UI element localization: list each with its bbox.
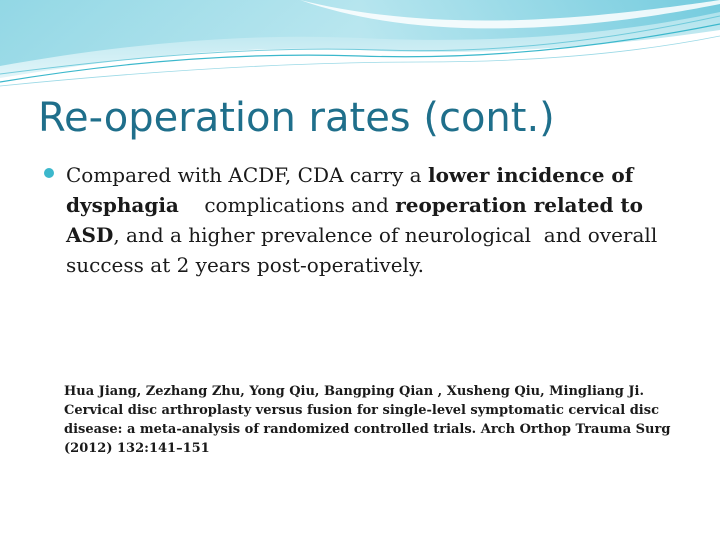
- bullet-text-3: , and a higher prevalence of neurological and overall success at 2 years post-operatively.: [66, 223, 658, 277]
- slide-title: Re-operation rates (cont.): [38, 95, 555, 141]
- bullet-text-2: complications and: [178, 193, 396, 217]
- bullet-list: [44, 160, 684, 280]
- bullet-bold-2: reoperation related to ASD: [66, 193, 643, 247]
- bullet-dot-icon: [44, 168, 54, 178]
- bullet-text-1: Compared with ACDF, CDA carry a: [66, 163, 428, 187]
- bullet-bold-1: lower incidence of dysphagia: [66, 163, 634, 217]
- wave-header-decoration: [0, 0, 720, 90]
- citation: Hua Jiang, Zezhang Zhu, Yong Qiu, Bangping Qian , Xusheng Qiu, Mingliang Ji. Cervical disc arthroplasty versus fusion for single-level symptomatic cervical disc disease: a meta-analysis of randomized controlled trials. Arch Orthop Trauma Surg (2012) 132:141–151: [64, 384, 671, 456]
- bullet-item: [44, 160, 684, 280]
